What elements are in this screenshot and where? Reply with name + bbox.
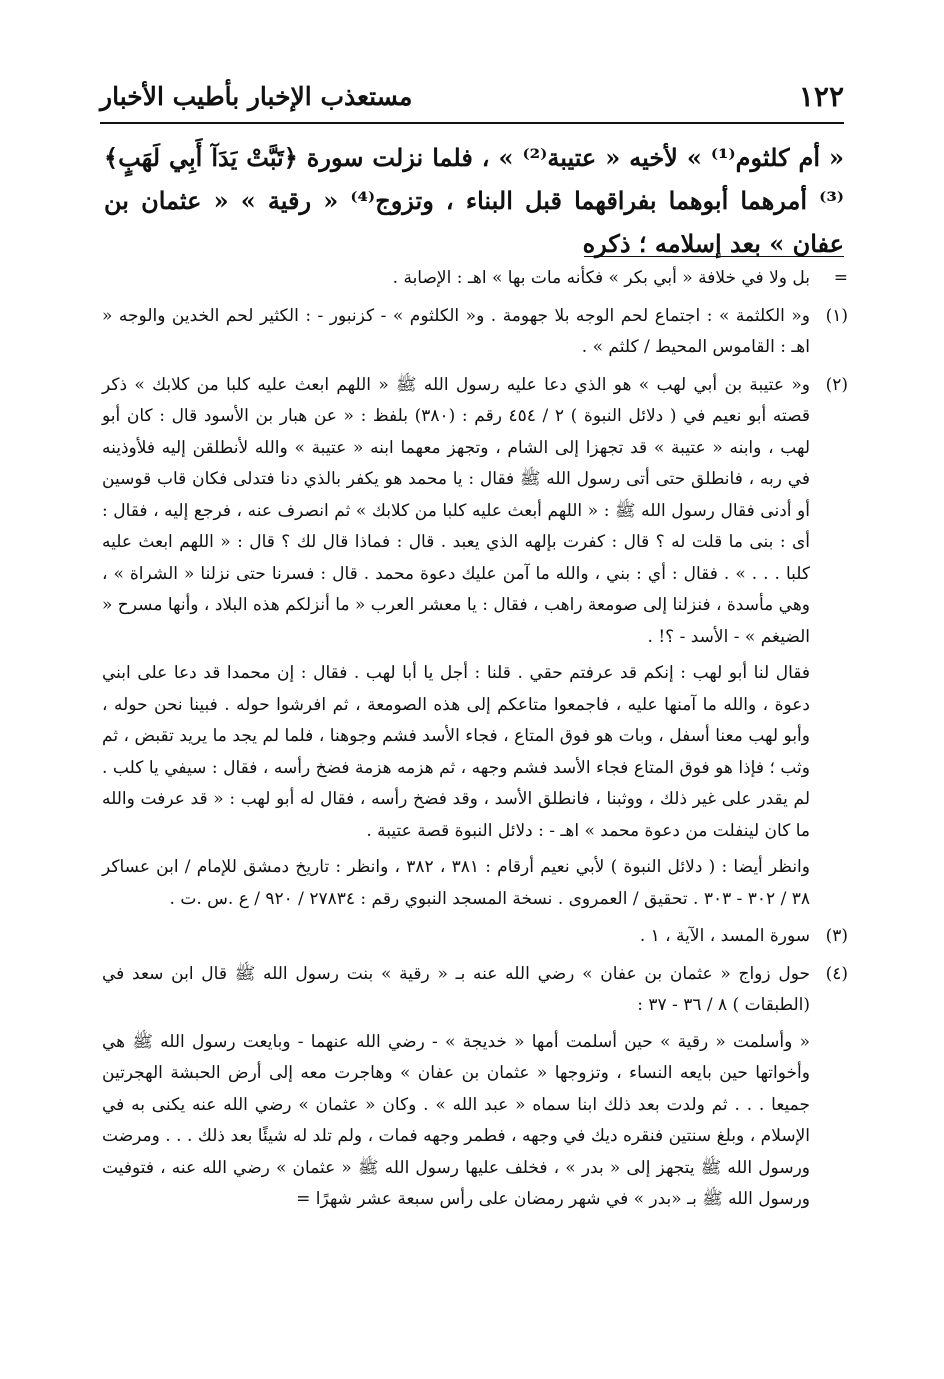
footnotes	[102, 263, 848, 1222]
footnote-2	[102, 370, 848, 916]
footnote-paragraph: وانظر أيضا : ( دلائل النبوة ) لأبي نعيم أرقام : ٣٨١ ، ٣٨٢ ، وانظر : تاريخ دمشق للإمام / ابن عساكر ٣٨ / ٣٠٢ - ٣٠٣ . تحقيق / العمروى . نسخة المسجد النبوي رقم : ٢٧٨٣٤ / ٩٢٠ / ع .س .ت .	[102, 857, 810, 909]
footnote-paragraph: و« الكلثمة » : اجتماع لحم الوجه بلا جهومة . و« الكلثوم » - كزنبور - : الكثير لحم الخدين والوجه « اهـ : القاموس المحيط / كلثم » .	[102, 305, 810, 357]
footnote-paragraph: « وأسلمت « رقية » حين أسلمت أمها « خديجة » - رضي الله عنهما - وبايعت رسول الله ﷺ هي وأخواتها حين بايعه النساء ، وتزوجها « عثمان بن عفان » وهاجرت معه إلى أرض الحبشة الهجرتين جميعا . . . ثم ولدت بعد ذلك ابنا سماه « عبد الله » . وكان « عثمان » رضي الله عنه يكنى به في الإسلام ، وبلغ سنتين فنقره ديك في وجهه ، فطمر وجهه فمات ، ولم تلد له شيئًا بعد ذلك . . . ومرضت ورسول الله ﷺ يتجهز إلى « بدر » ، فخلف عليها رسول الله ﷺ « عثمان » رضي الله عنه ، فتوفيت ورسول الله ﷺ بـ «بدر » في شهر رمضان على رأس سبعة عشر شهرًا =	[102, 1031, 810, 1209]
footnote-paragraph: فقال لنا أبو لهب : إنكم قد عرفتم حقي . قلنا : أجل يا أبا لهب . فقال : إن محمدا قد دعا على ابني دعوة ، والله ما آمنها عليه ، فاجمعوا متاعكم إلى هذه الصومعة ، ثم افرشوا حوله . فبينا نحن حوله ، وأبو لهب معنا أسفل ، وبات هو فوق المتاع ، فجاء الأسد فشم وجوهنا ، فلما لم يجد ما يريد تقبض ، ثم وثب ؛ فإذا هو فوق المتاع فجاء الأسد فشم وجهه ، ثم هزمه هزمة فضخ رأسه ، فقال : سيفي يا كلب . لم يقدر على غير ذلك ، ووثبنا ، فانطلق الأسد ، وقد فضخ رأسه ، فقال له أبو لهب : « قد عرفت والله ما كان لينفلت من دعوة محمد » اهـ - : دلائل النبوة قصة عتيبة .	[102, 663, 810, 841]
footnote-paragraph: و« عتيبة بن أبي لهب » هو الذي دعا عليه رسول الله ﷺ « اللهم ابعث عليه كلبا من كلابك » ذكر قصته أبو نعيم في ( دلائل النبوة ) ٢ / ٤٥٤ رقم : (٣٨٠) بلفظ : « عن هبار بن الأسود قال : كان أبو لهب ، وابنه « عتيبة » قد تجهزا إلى الشام ، وتجهز معهما ابنه « عتيبة » والله لأنطلقن إليه فلأوذينه في ربه ، فانطلق حتى أتى رسول الله ﷺ فقال : يا محمد هو يكفر بالذي دنا فتدلى فكان قاب قوسين أو أدنى فقال رسول الله ﷺ : « اللهم أبعث عليه كلبا من كلابك » ثم انصرف عنه ، فرجع إليه ، فقال : أى : بنى ما قلت له ؟ قال : كفرت بإلهه الذي يعبد . قال : فماذا قال لك ؟ قال : « اللهم ابعث عليه كلبا . . . » . فقال : أي : بني ، والله ما آمن عليك دعوة محمد . قال : فسرنا حتى نزلنا « الشراة » ، وهي مأسدة ، فنزلنا إلى صومعة راهب ، فقال : يا معشر العرب « ما أنزلكم هذه البلاد ، وأنها مسرح « الضيغم » - الأسد - ؟! .	[102, 374, 810, 647]
footnote-number: (٤)	[825, 963, 848, 984]
footnote-body	[102, 301, 810, 364]
footnote-1	[102, 301, 848, 364]
header-rule	[100, 122, 844, 124]
footnote-separator	[584, 256, 844, 257]
footnote-body	[102, 921, 810, 953]
main-text	[104, 136, 844, 265]
footnote-4	[102, 959, 848, 1216]
footnote-body	[102, 263, 810, 295]
main-paragraph: « أم كلثوم⁽¹⁾ » لأخيه « عتيبة⁽²⁾ » ، فلما نزلت سورة ﴿تَبَّتْ يَدَآ أَبِي لَهَبٍ﴾⁽³⁾ أمرهما أبوهما بفراقهما قبل البناء ، وتزوج⁽⁴⁾ « رقية » « عثمان بن عفان » بعد إسلامه ؛ ذكره	[104, 143, 844, 258]
footnote-continuation	[102, 263, 848, 295]
footnote-body	[102, 370, 810, 916]
footnote-number: (٢)	[825, 374, 848, 395]
footnote-number: (٣)	[825, 926, 848, 946]
running-title: مستعذب الإخبار بأطيب الأخبار	[100, 82, 413, 111]
continuation-marker: =	[833, 268, 848, 288]
footnote-number: (١)	[825, 305, 848, 326]
footnote-paragraph: سورة المسد ، الآية ، ١ .	[639, 926, 810, 946]
footnote-body	[102, 959, 810, 1216]
page-header	[100, 78, 844, 118]
footnote-3	[102, 921, 848, 953]
page-number: ١٢٢	[798, 80, 844, 113]
footnote-paragraph: بل ولا في خلافة « أبي بكر » فكأنه مات بها » اهـ : الإصابة .	[392, 268, 810, 288]
footnote-paragraph: حول زواج « عثمان بن عفان » رضي الله عنه بـ « رقية » بنت رسول الله ﷺ قال ابن سعد في (الطبقات ) ٨ / ٣٦ - ٣٧ :	[102, 963, 810, 1015]
